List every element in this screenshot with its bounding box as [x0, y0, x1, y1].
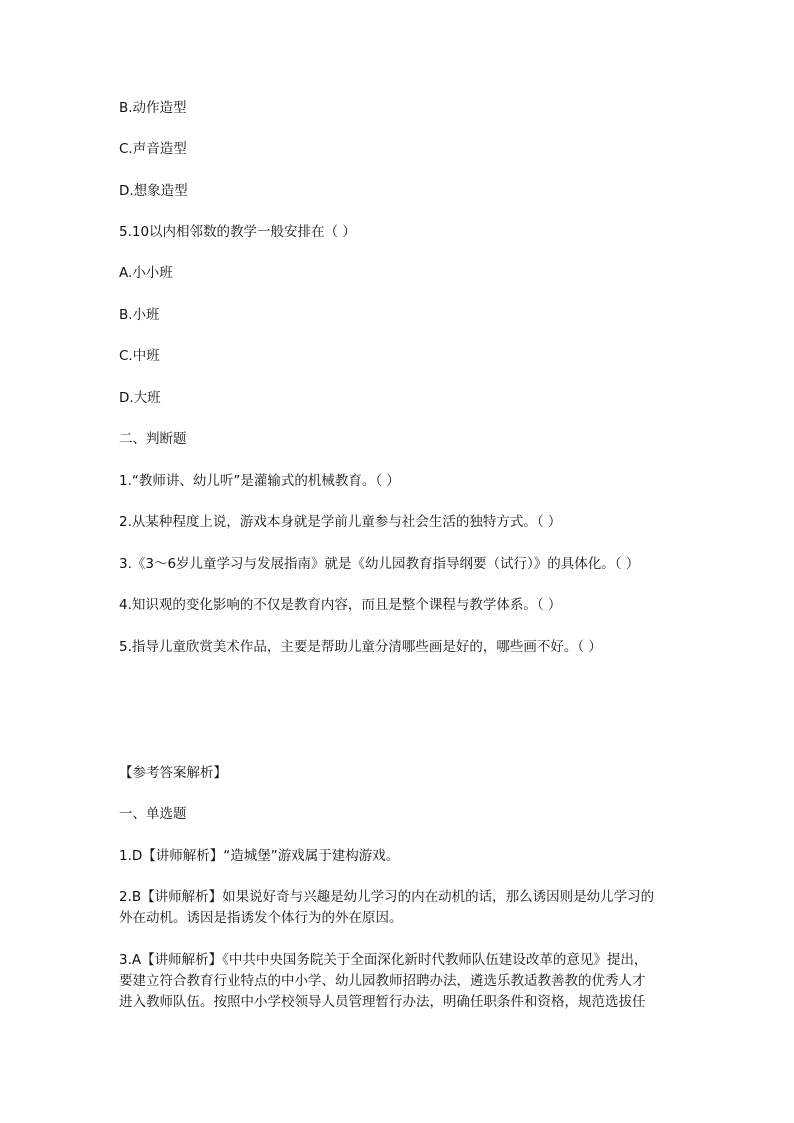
answer-2	[119, 887, 679, 929]
q5-option-a: A.小小班	[119, 265, 173, 281]
answer-3-line: 3.A【讲师解析】《中共中央国务院关于全面深化新时代教师队伍建设改革的意见》提出，	[119, 952, 648, 968]
answers-section-heading: 一、单选题	[119, 806, 187, 822]
option-b: B.动作造型	[119, 100, 187, 116]
option-d: D.想象造型	[119, 183, 188, 199]
answer-3-line: 要建立符合教育行业特点的中小学、幼儿园教师招聘办法，遴选乐教适教善教的优秀人才	[119, 973, 646, 989]
answer-1: 1.D【讲师解析】“造城堡”游戏属于建构游戏。	[119, 848, 400, 864]
q5-option-d: D.大班	[119, 390, 161, 406]
answer-2-line: 2.B【讲师解析】如果说好奇与兴趣是幼儿学习的内在动机的话，那么诱因则是幼儿学习的	[119, 889, 655, 905]
judgement-item: 1.“教师讲、幼儿听”是灌输式的机械教育。（ ）	[119, 473, 400, 489]
answers-title: 【参考答案解析】	[119, 765, 227, 781]
judgement-item: 4.知识观的变化影响的不仅是教育内容，而且是整个课程与教学体系。（ ）	[119, 597, 562, 613]
judgement-item: 5.指导儿童欣赏美术作品，主要是帮助儿童分清哪些画是好的，哪些画不好。（ ）	[119, 639, 602, 655]
answer-3-line: 进入教师队伍。按照中小学校领导人员管理暂行办法，明确任职条件和资格，规范选拔任	[119, 994, 646, 1010]
judgement-heading: 二、判断题	[119, 431, 187, 447]
answer-3	[119, 950, 679, 1013]
option-c: C.声音造型	[119, 141, 187, 157]
q5-option-c: C.中班	[119, 348, 160, 364]
answer-2-line: 外在动机。诱因是指诱发个体行为的外在原因。	[119, 910, 403, 926]
q5-option-b: B.小班	[119, 307, 160, 323]
question-5-stem: 5.10以内相邻数的教学一般安排在（ ）	[119, 224, 356, 240]
judgement-item: 3.《3～6岁儿童学习与发展指南》就是《幼儿园教育指导纲要（试行）》的具体化。（ ）	[119, 556, 640, 572]
judgement-item: 2.从某种程度上说，游戏本身就是学前儿童参与社会生活的独特方式。（ ）	[119, 514, 562, 530]
